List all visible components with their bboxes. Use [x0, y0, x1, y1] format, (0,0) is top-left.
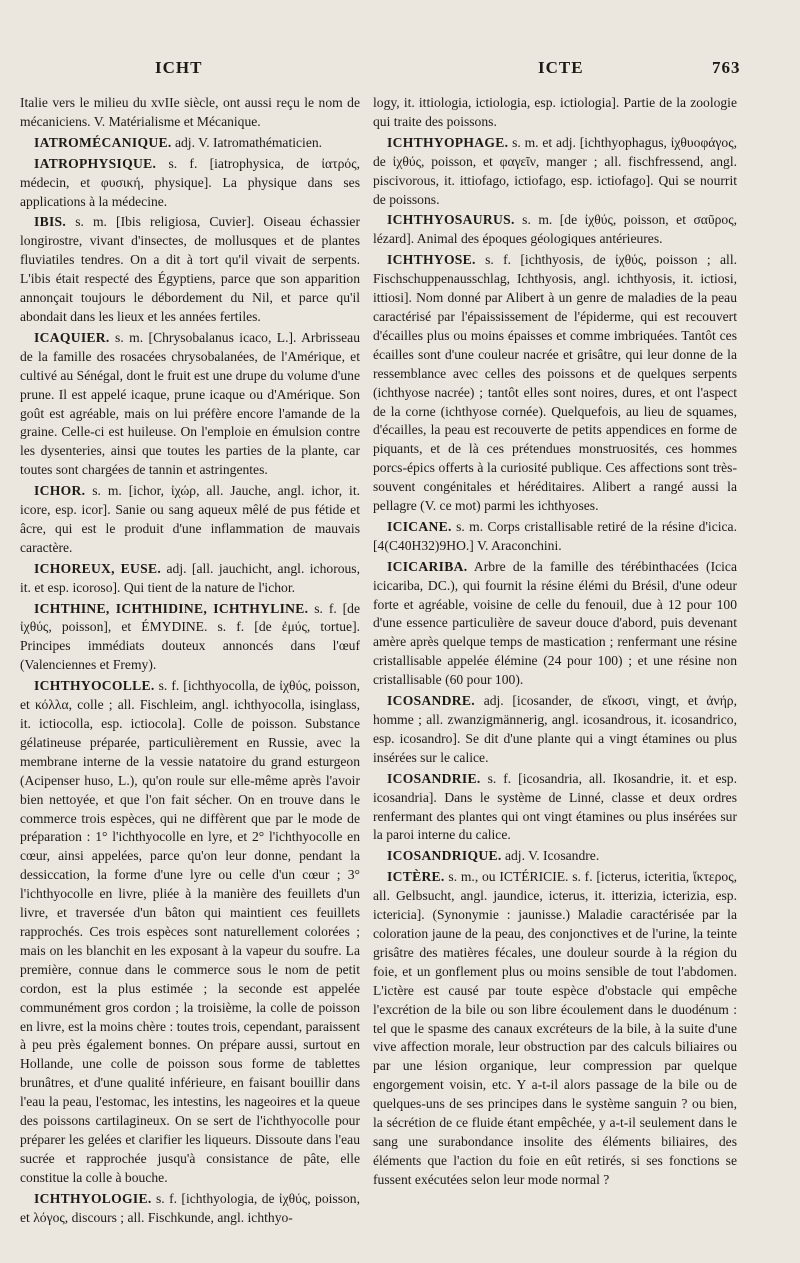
entry-headword: ICHTHYOSAURUS.	[387, 212, 515, 228]
dictionary-entry	[20, 1190, 360, 1228]
page-number: 763	[712, 58, 741, 77]
dictionary-entry	[373, 134, 737, 210]
entry-text: s. m. [ichor, ἰχώρ, all. Jauche, angl. ichor, it. icore, esp. icor]. Sanie ou sang aqueux mêlé de pus fétide et âcre, qui est le produit d'une inflammation de mauvais caractère.	[20, 483, 361, 555]
entry-headword: ICOSANDRIQUE.	[387, 848, 502, 864]
entry-headword: ICAQUIER.	[34, 329, 110, 345]
right-column	[373, 94, 737, 1192]
dictionary-entry	[373, 692, 737, 768]
dictionary-entry	[373, 211, 737, 249]
dictionary-entry	[20, 134, 360, 153]
entry-headword: ICHTHYOPHAGE.	[387, 134, 509, 150]
dictionary-entry	[373, 770, 737, 846]
entry-headword: ICOSANDRE.	[387, 693, 475, 709]
entry-text: s. f. [iatrophysica, de ἰατρός, médecin, et φυσική, physique]. La physique dans ses applications à la médecine.	[20, 155, 360, 209]
entry-headword: IATROMÉCANIQUE.	[34, 134, 172, 150]
entry-text: s. f. [icosandria, all. Ikosandrie, it. et esp. icosandria]. Dans le système de Linné, classe et deux ordres renfermant des plantes qui ont vingt étamines ou plus insérées sur la paroi interne du calice.	[373, 770, 737, 843]
entry-text: adj. [all. jauchicht, angl. ichorous, it. et esp. icoroso]. Qui tient de la nature de l'ichor.	[20, 560, 360, 595]
entry-headword: ICOSANDRIE.	[387, 770, 481, 786]
entry-headword: IATROPHYSIQUE.	[34, 155, 157, 171]
entry-headword: ICHTHINE, ICHTHIDINE, ICHTHYLINE.	[34, 600, 309, 616]
entry-headword: ICHTHYOLOGIE.	[34, 1190, 152, 1206]
dictionary-entry	[20, 155, 360, 212]
entry-headword: ICHTHYOSE.	[387, 252, 476, 268]
dictionary-entry	[373, 558, 737, 690]
entry-headword: ICHTHYOCOLLE.	[34, 678, 155, 694]
entry-text: Italie vers le milieu du xvIIe siècle, ont aussi reçu le nom de mécaniciens. V. Matérialisme et Mécanique.	[20, 95, 360, 129]
entry-headword: ICICARIBA.	[387, 558, 468, 574]
dictionary-entry	[373, 518, 737, 556]
dictionary-entry	[20, 600, 360, 676]
entry-text: s. m. Corps cristallisable retiré de la résine d'icica. [4(C40H32)9HO.] V. Araconchini.	[373, 518, 737, 553]
dictionary-entry	[20, 94, 360, 132]
entry-text: s. m. [Chrysobalanus icaco, L.]. Arbrisseau de la famille des rosacées chrysobalanées, de l'Amérique, et cultivé au Sénégal, dont le fruit est une drupe du volume d'une prune. Il est appelé icaque, prune icaque ou d'Amérique. Son goût est agréable, mais on lui préfère encore l'amande de la graine. Celle-ci est huileuse. On l'emploie en émulsion contre les dysenteries, ainsi que toutes les parties de la plante, car toutes sont chargées de tannin et astringentes.	[20, 329, 360, 478]
entry-text: logy, it. ittiologia, ictiologia, esp. ictiologia]. Partie de la zoologie qui traite des poissons.	[373, 95, 737, 129]
entry-headword: ICTÈRE.	[387, 869, 445, 885]
dictionary-entry	[20, 213, 360, 326]
dictionary-entry	[373, 868, 737, 1189]
entry-text: s. m., ou ICTÉRICIE. s. f. [icterus, icteritia, ἴκτερος, all. Gelbsucht, angl. jaundice, icterus, it. itterizia, icterizia, esp. ictericia]. (Synonymie : jaunisse.) Maladie caractérisée par la coloration jaune de la peau, des conjonctives et de l'urine, la teinte grisâtre des matières fécales, une douleur sourde à la région du foie, et un gonflement plus ou moins sensible de tout l'abdomen. L'ictère est causé par toute espèce d'obstacle qui empêche l'excrétion de la bile ou son libre écoulement dans le duodénum : tel que le spasme des canaux excréteurs de la bile, à la suite d'une vive affection morale, leur obstruction par des calculs biliaires ou par une lésion organique, leur compression par quelque engorgement voisin, etc. Y a-t-il alors passage de la bile ou de quelques-uns de ses principes dans le système sanguin ? ou bien, la sécrétion de ce fluide étant empêchée, y a-t-il seulement dans le sang une surabondance insolite des éléments biliaires, des éléments que l'action du foie en eût retirés, si ses fonctions se fussent exécutées selon leur mode normal ?	[373, 869, 738, 1187]
entry-text: Arbre de la famille des térébinthacées (Icica icicariba, DC.), qui fournit la résine élémi du Brésil, d'une odeur forte et agréable, voisine de celle du fenouil, due à 12 pour 100 d'une essence particulière de saveur douce d'abord, puis devenant amère après quelque temps de mastication ; renfermant une résine cristallisable appelée élémine (24 pour 100) ; et une résine non cristallisable (60 pour 100).	[373, 558, 737, 688]
entry-text: adj. [icosander, de εἴκοσι, vingt, et ἀνήρ, homme ; all. zwanzigmännerig, angl. icosandrous, it. icosandrico, esp. icosandro]. Se dit d'une plante qui a vingt étamines ou plus insérées sur le calice.	[373, 693, 737, 765]
entry-text: s. m. et adj. [ichthyophagus, ἰχθυοφάγος, de ἰχθύς, poisson, et φαγεῖν, manger ; all. fischfressend, angl. piscivorous, it. ittiofago, ictiofago, esp. ictiofago]. Qui se nourrit de poissons.	[373, 134, 737, 207]
entry-headword: IBIS.	[34, 214, 67, 230]
entry-headword: ICHOR.	[34, 483, 86, 499]
dictionary-entry	[20, 329, 360, 480]
left-column	[20, 94, 360, 1229]
entry-text: s. f. [ichthyocolla, de ἰχθύς, poisson, et κόλλα, colle ; all. Fischleim, angl. ichthyocolla, isinglass, it. ictiocolla, esp. ictiocola]. Colle de poisson. Substance gélatineuse préparée, particulièrement en Russie, avec la membrane interne de la vessie natatoire du grand esturgeon (Acipenser huso, L.), qu'on roule sur elle-même après l'avoir bien nettoyée, et que l'on fait sécher. On en trouve dans le commerce trois espèces, qui ne diffèrent que par le mode de préparation : 1° l'ichthyocolle en lyre, et 2° l'ichthyocolle en cœur, ainsi appelées, parce qu'on leur donne, pendant la dessiccation, la forme d'une lyre ou celle d'un cœur ; 3° l'ichthyocolle en livre, pliée à la manière des feuillets d'un livre, et traversée d'un bâton qui maintient ces feuillets rapprochés. Ces trois espèces sont naturellement colorées ; mais on les blanchit en les exposant à la vapeur du soufre. La première, connue dans le commerce sous le nom de petit cordon, est la plus estimée ; la seconde est appelée communément gros cordon ; la troisième, la colle de poisson en livre, est la moins chère : toutes trois, cependant, paraissent à peu près également bonnes. On prépare aussi, surtout en Hollande, une colle de poisson sous forme de tablettes brunâtres, et d'une qualité inférieure, en faisant bouillir dans l'eau la peau, l'estomac, les intestins, les nageoires et la queue des poissons cartilagineux. On se sert de l'ichthyocolle pour préparer les gelées et clarifier les liqueurs. Dissoute dans l'eau sucrée et rapprochée jusqu'à consistance de pâte, elle constitue la colle à bouche.	[20, 678, 360, 1185]
dictionary-entry	[373, 251, 737, 516]
dictionary-entry	[20, 482, 360, 558]
dictionary-entry	[20, 560, 360, 598]
header-right-guideword: ICTE	[538, 58, 584, 77]
entry-text: s. f. [ichthyosis, de ἰχθύς, poisson ; all. Fischschuppenausschlag, Ichthyosis, angl. ichthyosis, it. ictiosi, ittiosi]. Nom donné par Alibert à un genre de maladies de la peau caractérisé par l'épaississement de l'épiderme, qui est recouvert d'écailles plus ou moins épaisses et comme imbriquées. Tantôt ces écailles sont d'une couleur nacrée et grisâtre, qui leur donne de la ressemblance avec celles des poissons et de quelques serpents (ichthyose nacrée) ; tantôt elles sont noires, dures, et ont l'aspect de la corne (ichthyose cornée). Quelquefois, au lieu de squames, d'écailles, la peau est recouverte de petits appendices en forme de piquants, et de là ces prétendues monstruosités, ces hommes porcs-épics offerts à la curiosité publique. Ces affections sont très-souvent congénitales et héréditaires. Alibert a rangé aussi la pellagre (V. ce mot) parmi les ichthyoses.	[373, 252, 737, 514]
running-header	[0, 58, 800, 84]
entry-text: adj. V. Icosandre.	[504, 848, 600, 864]
entry-text: s. f. [de ἰχθύς, poisson], et ÉMYDINE. s. f. [de ἐμύς, tortue]. Principes immédiats douteux annoncés dans l'œuf (Valenciennes et Fremy).	[20, 600, 360, 673]
entry-text: s. m. [de ἰχθύς, poisson, et σαῦρος, lézard]. Animal des époques géologiques antérieures.	[373, 212, 737, 247]
entry-text: adj. V. Iatromathématicien.	[174, 134, 323, 150]
entry-text: s. m. [Ibis religiosa, Cuvier]. Oiseau échassier longirostre, vivant d'insectes, de mollusques et de plantes fluviatiles tendres. On a dit à tort qu'il vivait de serpents. L'ibis était respecté des Égyptiens, parce que son apparition annonçait toujours le débordement du Nil, et parce qu'il abondait dans les lieux et les années fertiles.	[20, 214, 360, 324]
entry-text: s. f. [ichthyologia, de ἰχθύς, poisson, et λόγος, discours ; all. Fischkunde, angl. ichthyo-	[20, 1190, 360, 1225]
dictionary-entry	[373, 94, 737, 132]
dictionary-entry	[20, 677, 360, 1187]
header-left-guideword: ICHT	[155, 58, 203, 77]
entry-headword: ICHOREUX, EUSE.	[34, 560, 162, 576]
dictionary-entry	[373, 847, 737, 866]
entry-headword: ICICANE.	[387, 518, 452, 534]
